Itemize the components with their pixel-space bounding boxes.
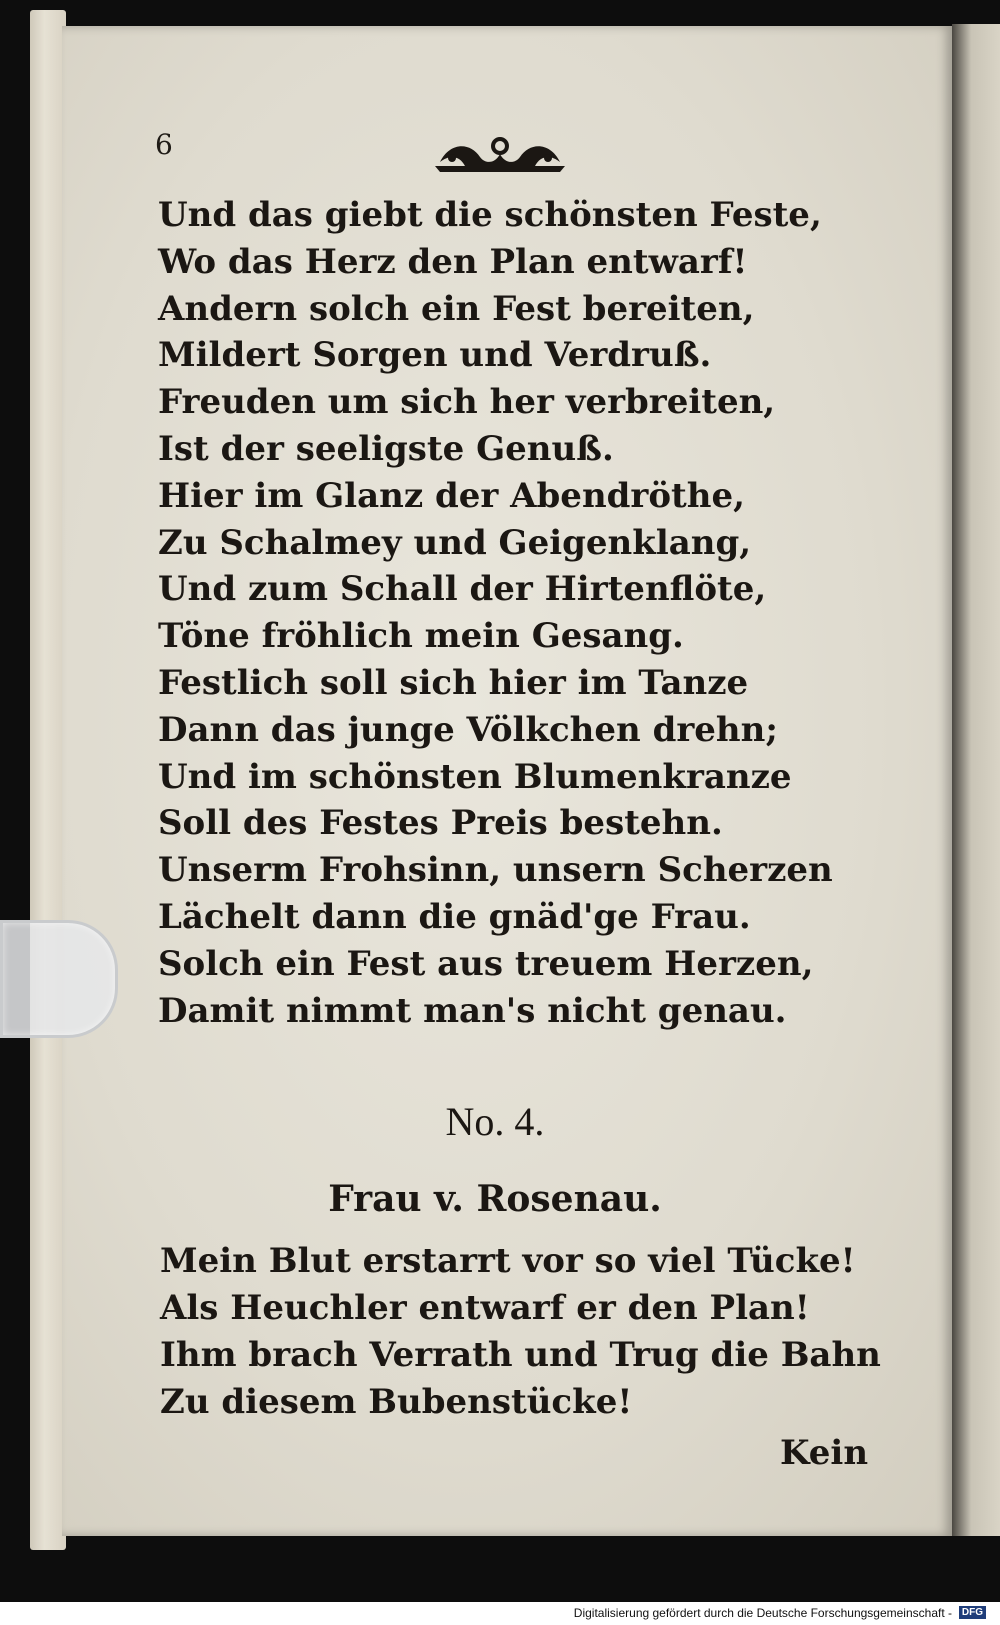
section-number-heading: No. 4. [445,1099,545,1144]
verse-line: Und im schönsten Blumenkranze [158,756,792,797]
page-holder-clip [0,920,118,1038]
verse-line: Hier im Glanz der Abendröthe, [158,475,745,516]
verse-line: Und zum Schall der Hirtenflöte, [158,569,767,610]
verse-line: Zu diesem Bubenstücke! [160,1382,633,1422]
verse-line: Andern solch ein Fest bereiten, [158,288,755,329]
verse-line: Dann das junge Völkchen drehn; [158,709,778,750]
verse-line: Freuden um sich her verbreiten, [158,382,776,423]
verse-block-2 [160,1238,880,1426]
catchword: Kein [780,1433,869,1473]
verse-line: Lächelt dann die gnäd'ge Frau. [158,896,751,937]
verse-line: Solch ein Fest aus treuem Herzen, [158,943,814,984]
verse-line: Ihm brach Verrath und Trug die Bahn [160,1335,881,1375]
verse-line: Unserm Frohsinn, unsern Scherzen [158,850,833,891]
verse-line: Festlich soll sich hier im Tanze [158,662,749,703]
next-page-edge [952,24,1000,1536]
verse-block-1 [158,192,858,1034]
verse-line: Wo das Herz den Plan entwarf! [158,241,748,282]
verse-line: Mein Blut erstarrt vor so viel Tücke! [160,1241,856,1281]
verse-line: Töne fröhlich mein Gesang. [158,616,684,657]
ornament-vignette-icon [430,132,570,176]
verse-line: Zu Schalmey und Geigenklang, [158,522,752,563]
verse-line: Und das giebt die schönsten Feste, [158,195,822,235]
verse-line: Damit nimmt man's nicht genau. [158,990,787,1031]
verse-line: Ist der seeligste Genuß. [158,428,614,469]
verse-line: Soll des Festes Preis bestehn. [158,803,723,844]
page-number: 6 [155,128,173,161]
book-page-edges [30,10,66,1550]
funding-credit: Digitalisierung gefördert durch die Deutsche Forschungsgemeinschaft - [573,1606,952,1620]
character-name-heading: Frau v. Rosenau. [328,1178,662,1220]
verse-line: Mildert Sorgen und Verdruß. [158,335,712,376]
dfg-logo: DFG [959,1606,986,1619]
verse-line: Als Heuchler entwarf er den Plan! [160,1288,810,1328]
